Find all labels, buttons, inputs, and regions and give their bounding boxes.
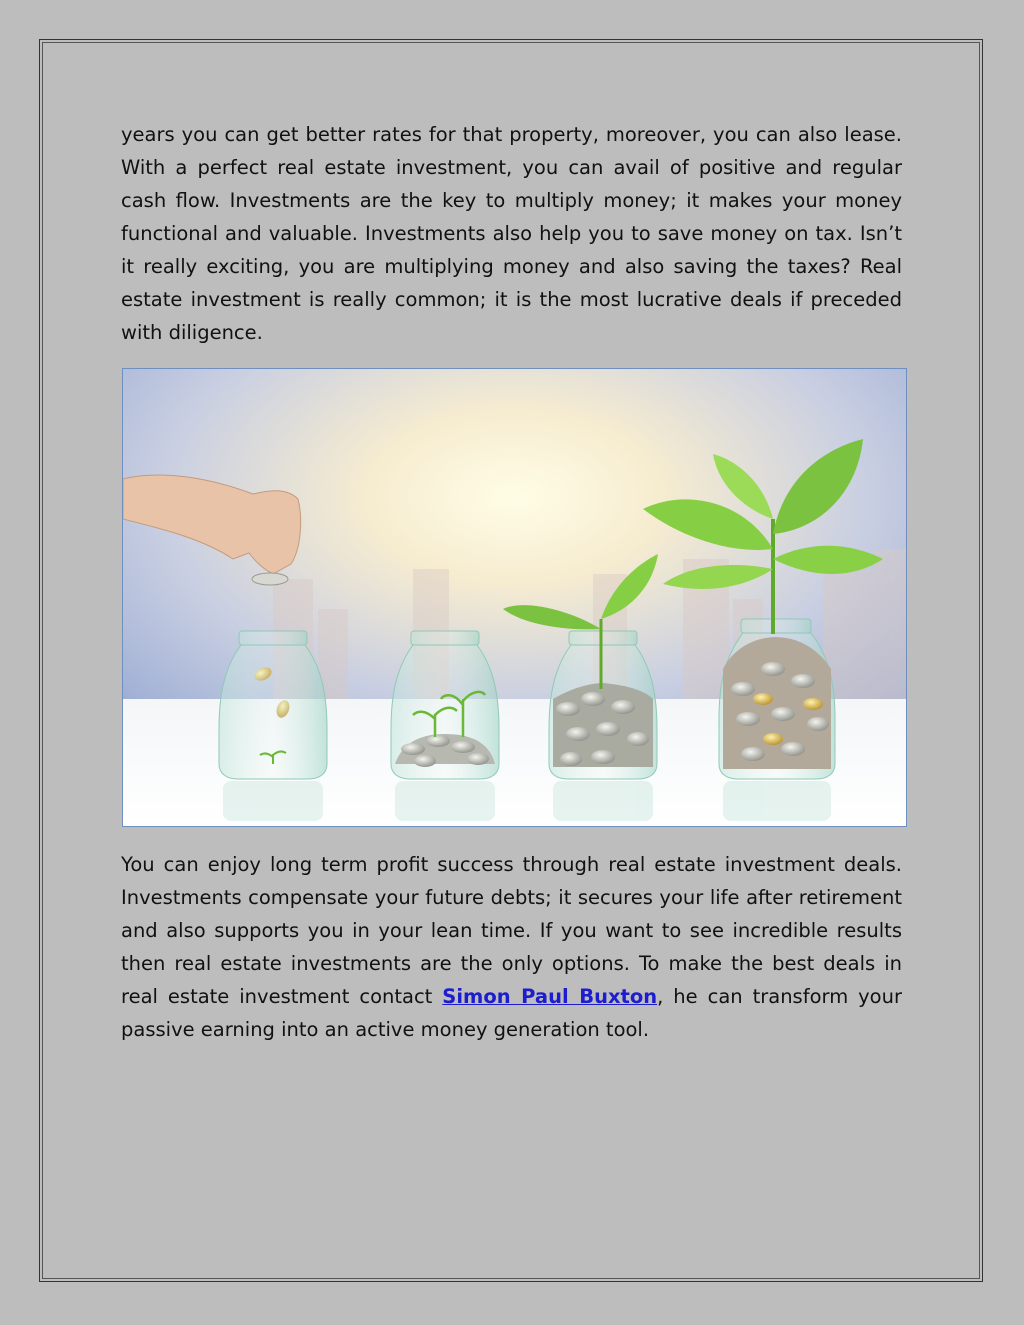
paragraph-closing [121, 848, 902, 1046]
paragraph-intro-text: years you can get better rates for that property, moreover, you can also lease. With a perfect real estate investment, you can avail of positive and regular cash flow. Investments are the key to multiply money; it makes your money functional and valuable. Investments also help you to save money on tax. Isn’t it really exciting, you are multiplying money and also saving the taxes? Real estate investment is really common; it is the most lucrative deals if preceded with diligence. [121, 123, 902, 344]
paragraph-closing-text: You can enjoy long term profit success through real estate investment deals. Investments compensate your future debts; it secures your life after retirement and also supports you in your lean time. If you want to see incredible results then real estate investments are the only options. To make the best deals in real estate investment contact [121, 853, 902, 1008]
paragraph-intro [121, 118, 902, 349]
jars-illustration [123, 369, 906, 826]
simon-paul-buxton-link[interactable]: Simon Paul Buxton [442, 985, 658, 1008]
paragraph-closing-tail: , he can transform your passive earning into an active money generation tool. [121, 985, 902, 1041]
investment-jars-photo [122, 368, 907, 827]
